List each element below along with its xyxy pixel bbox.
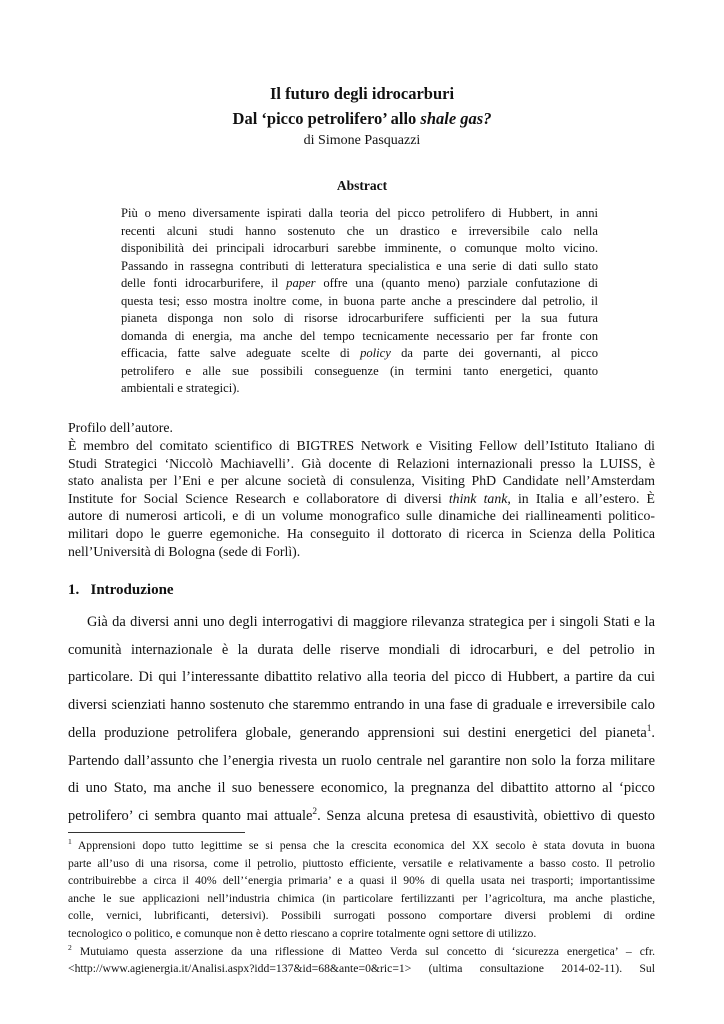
text-line xyxy=(121,345,598,363)
abstract-heading: Abstract xyxy=(336,178,388,193)
footnote-ref: 2 xyxy=(312,807,318,818)
document-title: Il futuro degli idrocarburi xyxy=(269,84,455,103)
text-line xyxy=(121,310,598,328)
text-run: comunità internazionale è la durata delle riserve mondiali di idrocarburi, e del petrolio in xyxy=(68,641,655,658)
abstract-paragraph xyxy=(121,205,598,398)
italic-text: think tank xyxy=(448,490,508,506)
text-line xyxy=(68,890,655,908)
text-run: Passando in rassegna contributi di letteratura specialistica e una serie di dati sullo stato xyxy=(121,258,598,273)
subtitle-italic: shale gas? xyxy=(420,109,492,128)
text-line xyxy=(121,223,598,241)
text-line xyxy=(68,960,655,978)
text-run: Apprensioni dopo tutto legittime se si pensa che la crescita economica del XX secolo è stata dovuta in buona xyxy=(71,839,655,852)
text-line xyxy=(68,748,655,776)
text-run: petrolifero e alle sue possibili conseguenze (in termini tanto energetici, quanto xyxy=(121,363,598,378)
text-run: <http://www.agienergia.it/Analisi.aspx?idd=137&id=68&ante=0&ric=1> (ultima consultazione 2014-02-11). Sul xyxy=(68,962,655,976)
text-run: anche le sue applicazioni nell’industria chimica (in particolare fertilizzanti per l’agricoltura, ma anche plastiche, xyxy=(68,891,655,905)
text-line xyxy=(68,490,655,508)
text-line xyxy=(68,837,655,855)
text-line xyxy=(68,664,655,692)
text-line xyxy=(68,872,655,890)
text-line xyxy=(68,609,655,637)
text-line xyxy=(121,293,598,311)
text-run: Più o meno diversamente ispirati dalla teoria del picco petrolifero di Hubbert, in anni xyxy=(121,206,598,220)
text-line xyxy=(68,803,655,831)
text-run: diversi scienziati hanno sostenuto che staremmo entrando in una fase di graduale e irreversibile calo xyxy=(68,697,655,714)
text-line xyxy=(121,275,598,293)
text-run: . Senza alcuna pretesa di esaustività, obiettivo di questo xyxy=(317,807,655,824)
introduction-paragraph xyxy=(68,609,655,831)
text-line xyxy=(68,637,655,665)
text-line xyxy=(121,380,598,398)
text-run: pianeta disponga non solo di risorse idrocarburifere sufficienti per la sua futura xyxy=(121,311,598,325)
text-run: petrolifero’ ci sembra quanto mai attuale xyxy=(68,807,313,824)
text-line xyxy=(68,455,655,473)
section-heading: 1. Introduzione xyxy=(68,582,174,598)
text-run: Institute for Social Science Research e collaboratore di diversi xyxy=(68,490,449,506)
footnote-separator xyxy=(68,832,245,833)
text-line xyxy=(68,437,655,455)
author-profile-paragraph xyxy=(68,437,655,560)
text-run: domanda di energia, ma anche del tempo tecnicamente necessario per far fronte con xyxy=(121,328,598,343)
text-run: particolare. Di qui l’interessante dibattito relativo alla teoria del picco di Hubbert, a partire da cui xyxy=(68,669,655,686)
text-line xyxy=(68,525,655,543)
text-run: delle fonti idrocarburifere, il xyxy=(121,276,287,290)
text-run: È membro del comitato scientifico di BIGTRES Network e Visiting Fellow dell’Istituto Italiano di xyxy=(68,438,655,453)
text-run: da parte dei governanti, al picco xyxy=(390,346,598,360)
text-line xyxy=(68,720,655,748)
document-subtitle xyxy=(0,109,724,129)
text-line xyxy=(68,692,655,720)
text-run: stato analista per l’Eni e per alcune società di consulenza, Visiting PhD Candidate nell’Amsterdam xyxy=(68,473,655,489)
text-line xyxy=(121,328,598,346)
text-run: contribuirebbe a circa il 40% dell’‘energia primaria’ e a quasi il 90% di quella usata nei trasporti; importantissime xyxy=(68,874,655,888)
text-run: efficacia, fatte salve adeguate scelte di xyxy=(121,346,361,360)
footnote-ref: 2 xyxy=(68,942,72,952)
text-run: ambientali e strategici). xyxy=(121,381,240,395)
text-run: offre una (quanto meno) parziale confutazione di xyxy=(315,276,598,290)
text-run: autore di numerosi articoli, e di un volume monografico sulle dinamiche dei riallineamenti politico- xyxy=(68,508,655,524)
text-line xyxy=(121,363,598,381)
footnote-ref: 1 xyxy=(68,837,72,847)
text-line xyxy=(68,855,655,873)
text-line xyxy=(68,543,655,561)
text-run: tecnologico o politico, e comunque non è detto riescano a coprire totalmente ogni settore di utilizzo. xyxy=(68,926,537,940)
subtitle-text: Dal ‘picco petrolifero’ allo xyxy=(232,109,421,128)
text-run: Mutuiamo questa asserzione da una riflessione di Matteo Verda sul concetto di ‘sicurezza energetica’ – cfr. xyxy=(71,944,655,958)
text-run: Già da diversi anni uno degli interrogativi di maggiore rilevanza strategica per i singoli Stati e la xyxy=(87,614,655,630)
text-run: Studi Strategici ‘Niccolò Machiavelli’. Già docente di Relazioni internazionali presso la LUISS, è xyxy=(68,455,655,471)
text-run: Partendo dall’assunto che l’energia rivesta un ruolo centrale nel garantire non solo la forza militare xyxy=(68,752,655,769)
text-line xyxy=(68,925,655,943)
text-run: , in Italia e all’estero. È xyxy=(507,490,655,506)
text-run: nell’Università di Bologna (sede di Forlì). xyxy=(68,543,301,559)
text-run: questa tesi; esso mostra inoltre come, in buona parte anche a prescindere dal petrolio, il xyxy=(121,293,598,308)
text-run: militari dopo le guerre egemoniche. Ha conseguito il dottorato di ricerca in Scienza della Politica xyxy=(68,525,655,541)
text-run: di uno Stato, ma anche il suo benessere economico, la pregnanza del dibattito attorno al ‘picco xyxy=(68,780,655,797)
text-run: colle, vernici, lubrificanti, detersivi). Possibili surrogati possono comportare diversi problemi di ordine xyxy=(68,909,655,923)
text-run: recenti alcuni studi hanno sostenuto che un drastico e irreversibile calo nella xyxy=(121,223,598,238)
author-profile-heading: Profilo dell’autore. xyxy=(68,420,173,435)
footnotes xyxy=(68,837,655,978)
text-line xyxy=(68,943,655,961)
text-line xyxy=(121,205,598,223)
text-run: . xyxy=(651,724,655,741)
text-line xyxy=(68,907,655,925)
footnote-ref: 1 xyxy=(646,724,652,735)
text-line xyxy=(68,472,655,490)
text-line xyxy=(121,240,598,258)
text-line xyxy=(121,258,598,276)
text-line xyxy=(68,775,655,803)
italic-text: paper xyxy=(286,276,316,290)
text-line xyxy=(68,507,655,525)
text-run: della produzione petrolifera globale, generando apprensioni sui destini energetici del pianeta xyxy=(68,724,647,741)
text-run: parte all’uso di una risorsa, come il petrolio, piuttosto efficiente, versatile e relativamente a basso costo. Il petrolio xyxy=(68,856,655,870)
text-run: disponibilità dei principali idrocarburi sarebbe imminente, o comunque molto vicino. xyxy=(121,241,598,255)
author-line: di Simone Pasquazzi xyxy=(303,133,421,148)
italic-text: policy xyxy=(360,346,391,360)
